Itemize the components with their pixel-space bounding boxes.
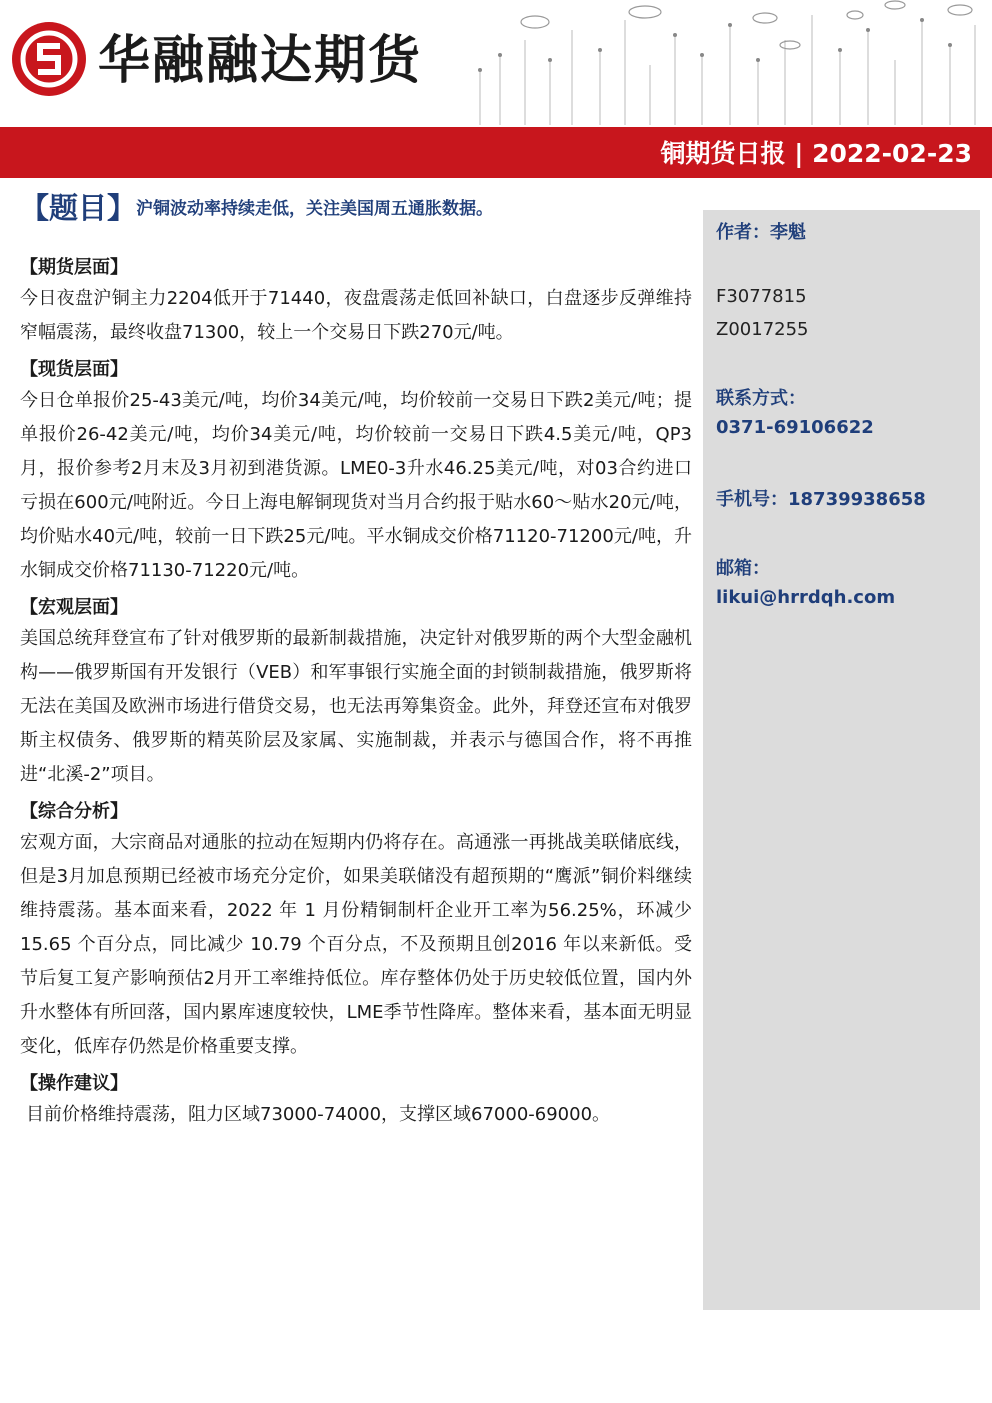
section-heading-analysis: 【综合分析】 <box>20 801 128 822</box>
section-body-futures: 今日夜盘沪铜主力2204低开于71440，夜盘震荡走低回补缺口，白盘逐步反弹维持窄幅震荡，最终收盘71300，较上一个交易日下跌270元/吨。 <box>20 288 692 343</box>
report-title-bar <box>0 127 992 178</box>
qualification-number-1: F3077815 <box>716 286 807 307</box>
contact-phone: 0371-69106622 <box>716 417 874 438</box>
report-title: 铜期货日报 | 2022-02-23 <box>660 139 972 168</box>
email-address[interactable]: likui@hrrdqh.com <box>716 587 896 608</box>
contact-label: 联系方式： <box>716 388 806 409</box>
section-heading-advice: 【操作建议】 <box>20 1073 128 1094</box>
section-heading-spot: 【现货层面】 <box>20 359 128 380</box>
company-name: 华融融达期货 <box>98 31 423 91</box>
qualification-number-2: Z0017255 <box>716 319 809 340</box>
headline-text: 沪铜波动率持续走低，关注美国周五通胀数据。 <box>136 199 494 219</box>
headline-label: 【题目】 <box>20 191 137 225</box>
author-sidebar <box>703 210 980 1310</box>
email-label: 邮箱： <box>716 558 770 579</box>
report-headline <box>20 186 493 227</box>
section-body-macro: 美国总统拜登宣布了针对俄罗斯的最新制裁措施，决定针对俄罗斯的两个大型金融机构——俄罗斯国有开发银行（VEB）和军事银行实施全面的封锁制裁措施，俄罗斯将无法在美国及欧洲市场进行借贷交易，也无法再筹集资金。此外，拜登还宣布对俄罗斯主权债务、俄罗斯的精英阶层及家属、实施制裁，并表示与德国合作，将不再推进“北溪-2”项目。 <box>20 628 692 785</box>
section-body-spot: 今日仓单报价25-43美元/吨，均价34美元/吨，均价较前一交易日下跌2美元/吨；提单报价26-42美元/吨，均价34美元/吨，均价较前一交易日下跌4.5美元/吨，QP3月，报价参考2月末及3月初到港货源。LME0-3升水46.25美元/吨，对03合约进口亏损在600元/吨附近。今日上海电解铜现货对当月合约报于贴水60～贴水20元/吨，均价贴水40元/吨，较前一日下跌25元/吨。平水铜成交价格71120-71200元/吨，升水铜成交价格71130-71220元/吨。 <box>20 390 692 581</box>
mobile-phone: 手机号：18739938658 <box>716 489 926 510</box>
section-heading-macro: 【宏观层面】 <box>20 597 128 618</box>
author-name: 作者：李魁 <box>716 222 806 243</box>
header-decoration <box>440 0 992 125</box>
section-heading-futures: 【期货层面】 <box>20 257 128 278</box>
company-logo-icon <box>12 22 86 96</box>
section-body-advice: 目前价格维持震荡，阻力区域73000-74000，支撑区域67000-69000。 <box>26 1104 611 1125</box>
section-body-analysis: 宏观方面，大宗商品对通胀的拉动在短期内仍将存在。高通涨一再挑战美联储底线，但是3月加息预期已经被市场充分定价，如果美联储没有超预期的“鹰派”铜价料继续维持震荡。基本面来看，2022 年 1 月份精铜制杆企业开工率为56.25%，环减少 15.65 个百分点，同比减少 10.79 个百分点，不及预期且创2016 年以来新低。受节后复工复产影响预估2月开工率维持低位。库存整体仍处于历史较低位置，国内外升水整体有所回落，国内累库速度较快，LME季节性降库。整体来看，基本面无明显变化，低库存仍然是价格重要支撑。 <box>20 832 692 1057</box>
report-header <box>0 0 992 178</box>
